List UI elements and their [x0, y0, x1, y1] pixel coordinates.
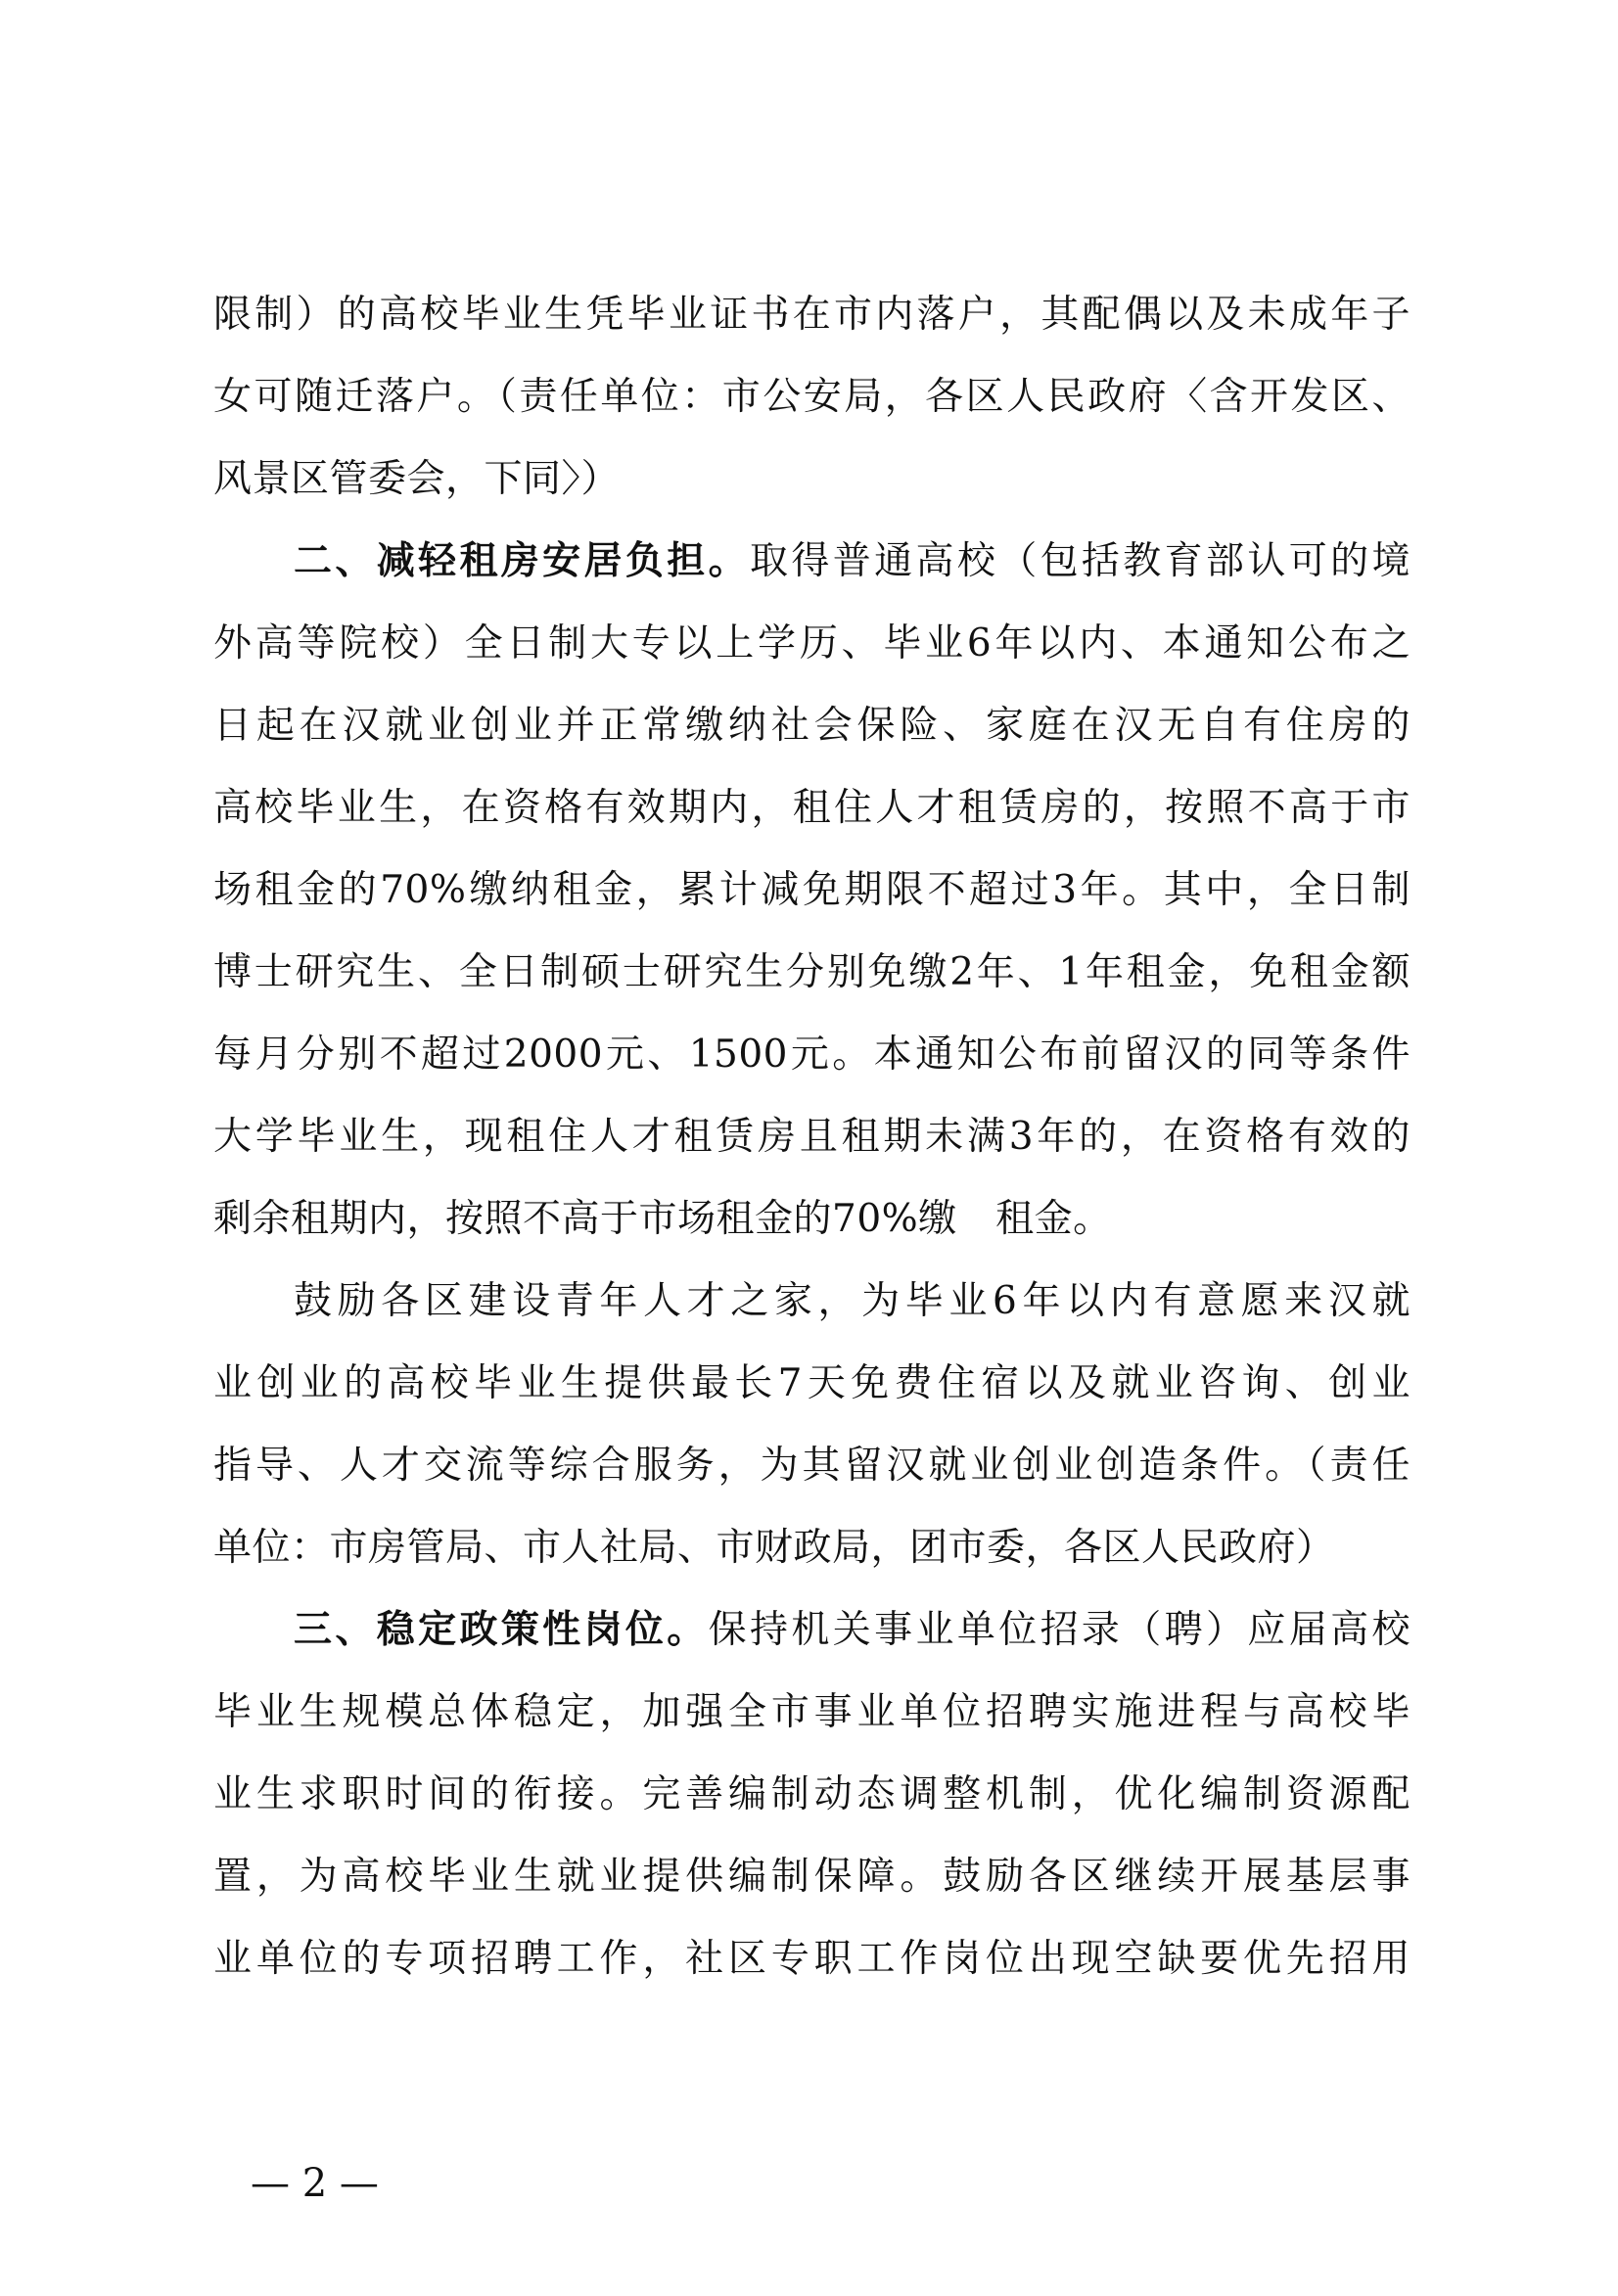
text-line: 置，为高校毕业生就业提供编制保障。鼓励各区继续开展基层事 [213, 1855, 1410, 1899]
text-line: 博士研究生、全日制硕士研究生分别免缴2年、1年租金，免租金额 [213, 950, 1410, 994]
section-heading-line [213, 521, 1410, 603]
text-line: 大学毕业生，现租住人才租赁房且租期未满3年的，在资格有效的 [213, 1115, 1410, 1159]
text-line: 日起在汉就业创业并正常缴纳社会保险、家庭在汉无自有住房的 [213, 704, 1410, 748]
text-line: 剩余租期内，按照不高于市场租金的70%缴 租金。 [213, 1197, 1112, 1241]
text-line: 毕业生规模总体稳定，加强全市事业单位招聘实施进程与高校毕 [213, 1690, 1410, 1734]
text-line: 每月分别不超过2000元、1500元。本通知公布前留汉的同等条件 [213, 1033, 1410, 1077]
text-line: 指导、人才交流等综合服务，为其留汉就业创业创造条件。（责任 [213, 1444, 1410, 1488]
text-line: 鼓励各区建设青年人才之家，为毕业6年以内有意愿来汉就 [294, 1279, 1410, 1323]
text-line: 风景区管委会，下同〉） [213, 457, 621, 501]
section-heading: 二、减轻租房安居负担。 [294, 539, 751, 583]
text-line: 单位：市房管局、市人社局、市财政局，团市委，各区人民政府） [213, 1526, 1335, 1570]
text-line: 女可随迁落户。（责任单位：市公安局，各区人民政府〈含开发区、 [213, 375, 1410, 419]
text-line: 业创业的高校毕业生提供最长7天免费住宿以及就业咨询、创业 [213, 1361, 1410, 1405]
text-line: 业生求职时间的衔接。完善编制动态调整机制，优化编制资源配 [213, 1772, 1410, 1816]
text-line: 场租金的70%缴纳租金，累计减免期限不超过3年。其中，全日制 [213, 868, 1410, 912]
text-line: 外高等院校）全日制大专以上学历、毕业6年以内、本通知公布之 [213, 621, 1410, 666]
text-line: 业单位的专项招聘工作，社区专职工作岗位出现空缺要优先招用 [213, 1937, 1410, 1981]
text-line: 限制）的高校毕业生凭毕业证书在市内落户，其配偶以及未成年子 [213, 293, 1410, 337]
text-span: 取得普通高校（包括教育部认可的境 [750, 539, 1410, 583]
section-heading: 三、稳定政策性岗位。 [294, 1608, 709, 1652]
text-span: 保持机关事业单位招录（聘）应届高校 [708, 1608, 1410, 1652]
page-number: — 2 — [251, 2161, 379, 2206]
section-heading-line [213, 1589, 1410, 1672]
document-body [213, 274, 1410, 2000]
text-line: 高校毕业生，在资格有效期内，租住人才租赁房的，按照不高于市 [213, 786, 1410, 830]
